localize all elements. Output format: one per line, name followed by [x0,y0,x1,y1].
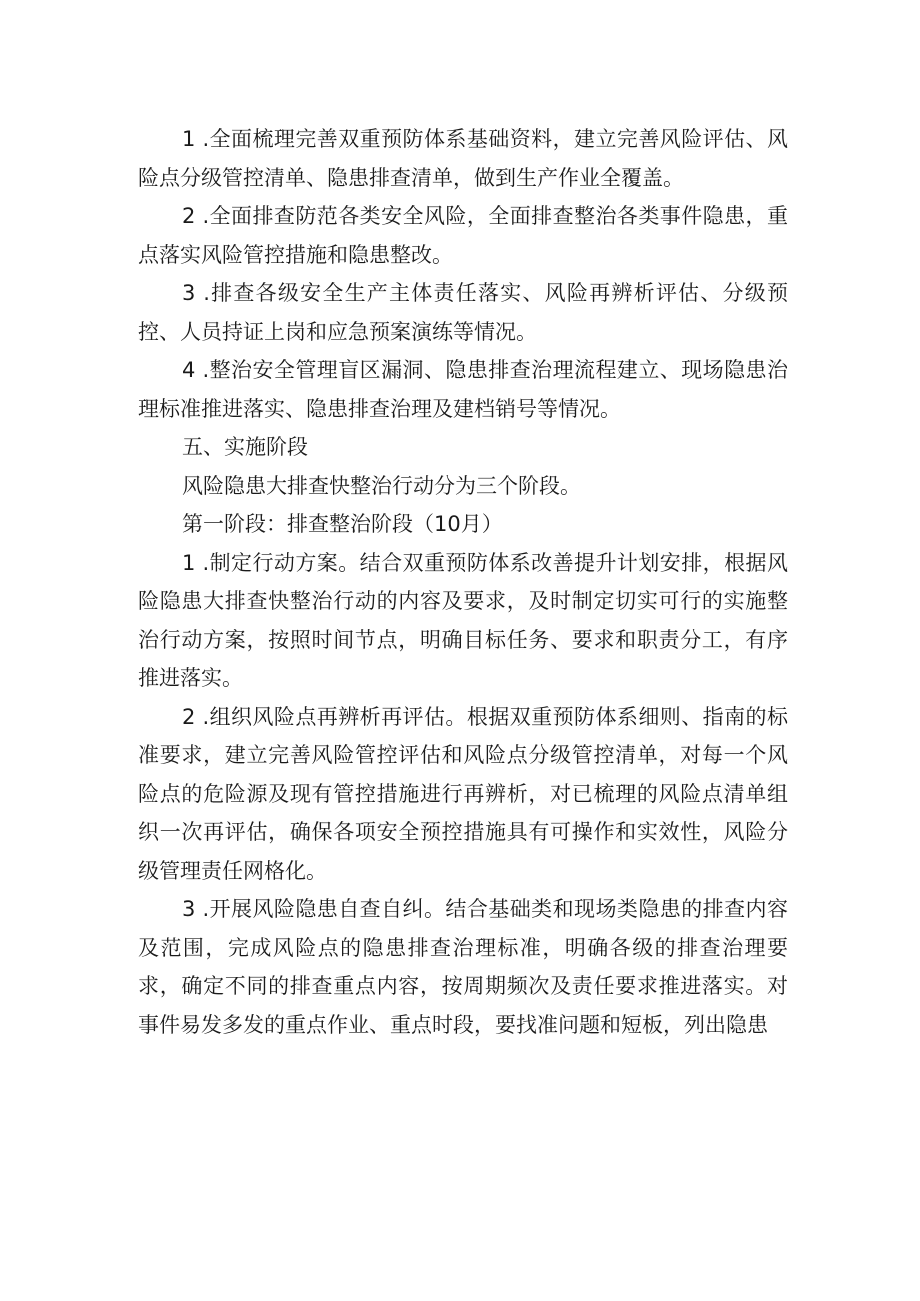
paragraph-item-3: 3 .排查各级安全生产主体责任落实、风险再辨析评估、分级预控、人员持证上岗和应急预案演练等情况。 [138,281,788,344]
section-heading: 五、实施阶段 [182,435,308,459]
section-intro: 风险隐患大排查快整治行动分为三个阶段。 [182,473,581,498]
document-body [138,120,788,1044]
phase-item-3: 3 .开展风险隐患自查自纠。结合基础类和现场类隐患的排查内容及范围，完成风险点的隐患排查治理标准，明确各级的排查治理要求，确定不同的排查重点内容，按周期频次及责任要求推进落实。对事件易发多发的重点作业、重点时段，要找准问题和短板，列出隐患 [138,897,788,1037]
paragraph-item-4: 4 .整治安全管理盲区漏洞、隐患排查治理流程建立、现场隐患治理标准推进落实、隐患排查治理及建档销号等情况。 [138,358,788,421]
paragraph-item-2: 2 .全面排查防范各类安全风险，全面排查整治各类事件隐患，重点落实风险管控措施和隐患整改。 [138,204,788,267]
paragraph-item-1: 1 .全面梳理完善双重预防体系基础资料，建立完善风险评估、风险点分级管控清单、隐患排查清单，做到生产作业全覆盖。 [138,127,788,190]
phase-item-1: 1 .制定行动方案。结合双重预防体系改善提升计划安排，根据风险隐患大排查快整治行动的内容及要求，及时制定切实可行的实施整治行动方案，按照时间节点，明确目标任务、要求和职责分工，有序推进落实。 [138,550,788,690]
phase-heading: 第一阶段：排查整治阶段（10月） [182,512,503,536]
phase-item-2: 2 .组织风险点再辨析再评估。根据双重预防体系细则、指南的标准要求，建立完善风险管控评估和风险点分级管控清单，对每一个风险点的危险源及现有管控措施进行再辨析，对已梳理的风险点清单组织一次再评估，确保各项安全预控措施具有可操作和实效性，风险分级管理责任网格化。 [138,704,788,883]
